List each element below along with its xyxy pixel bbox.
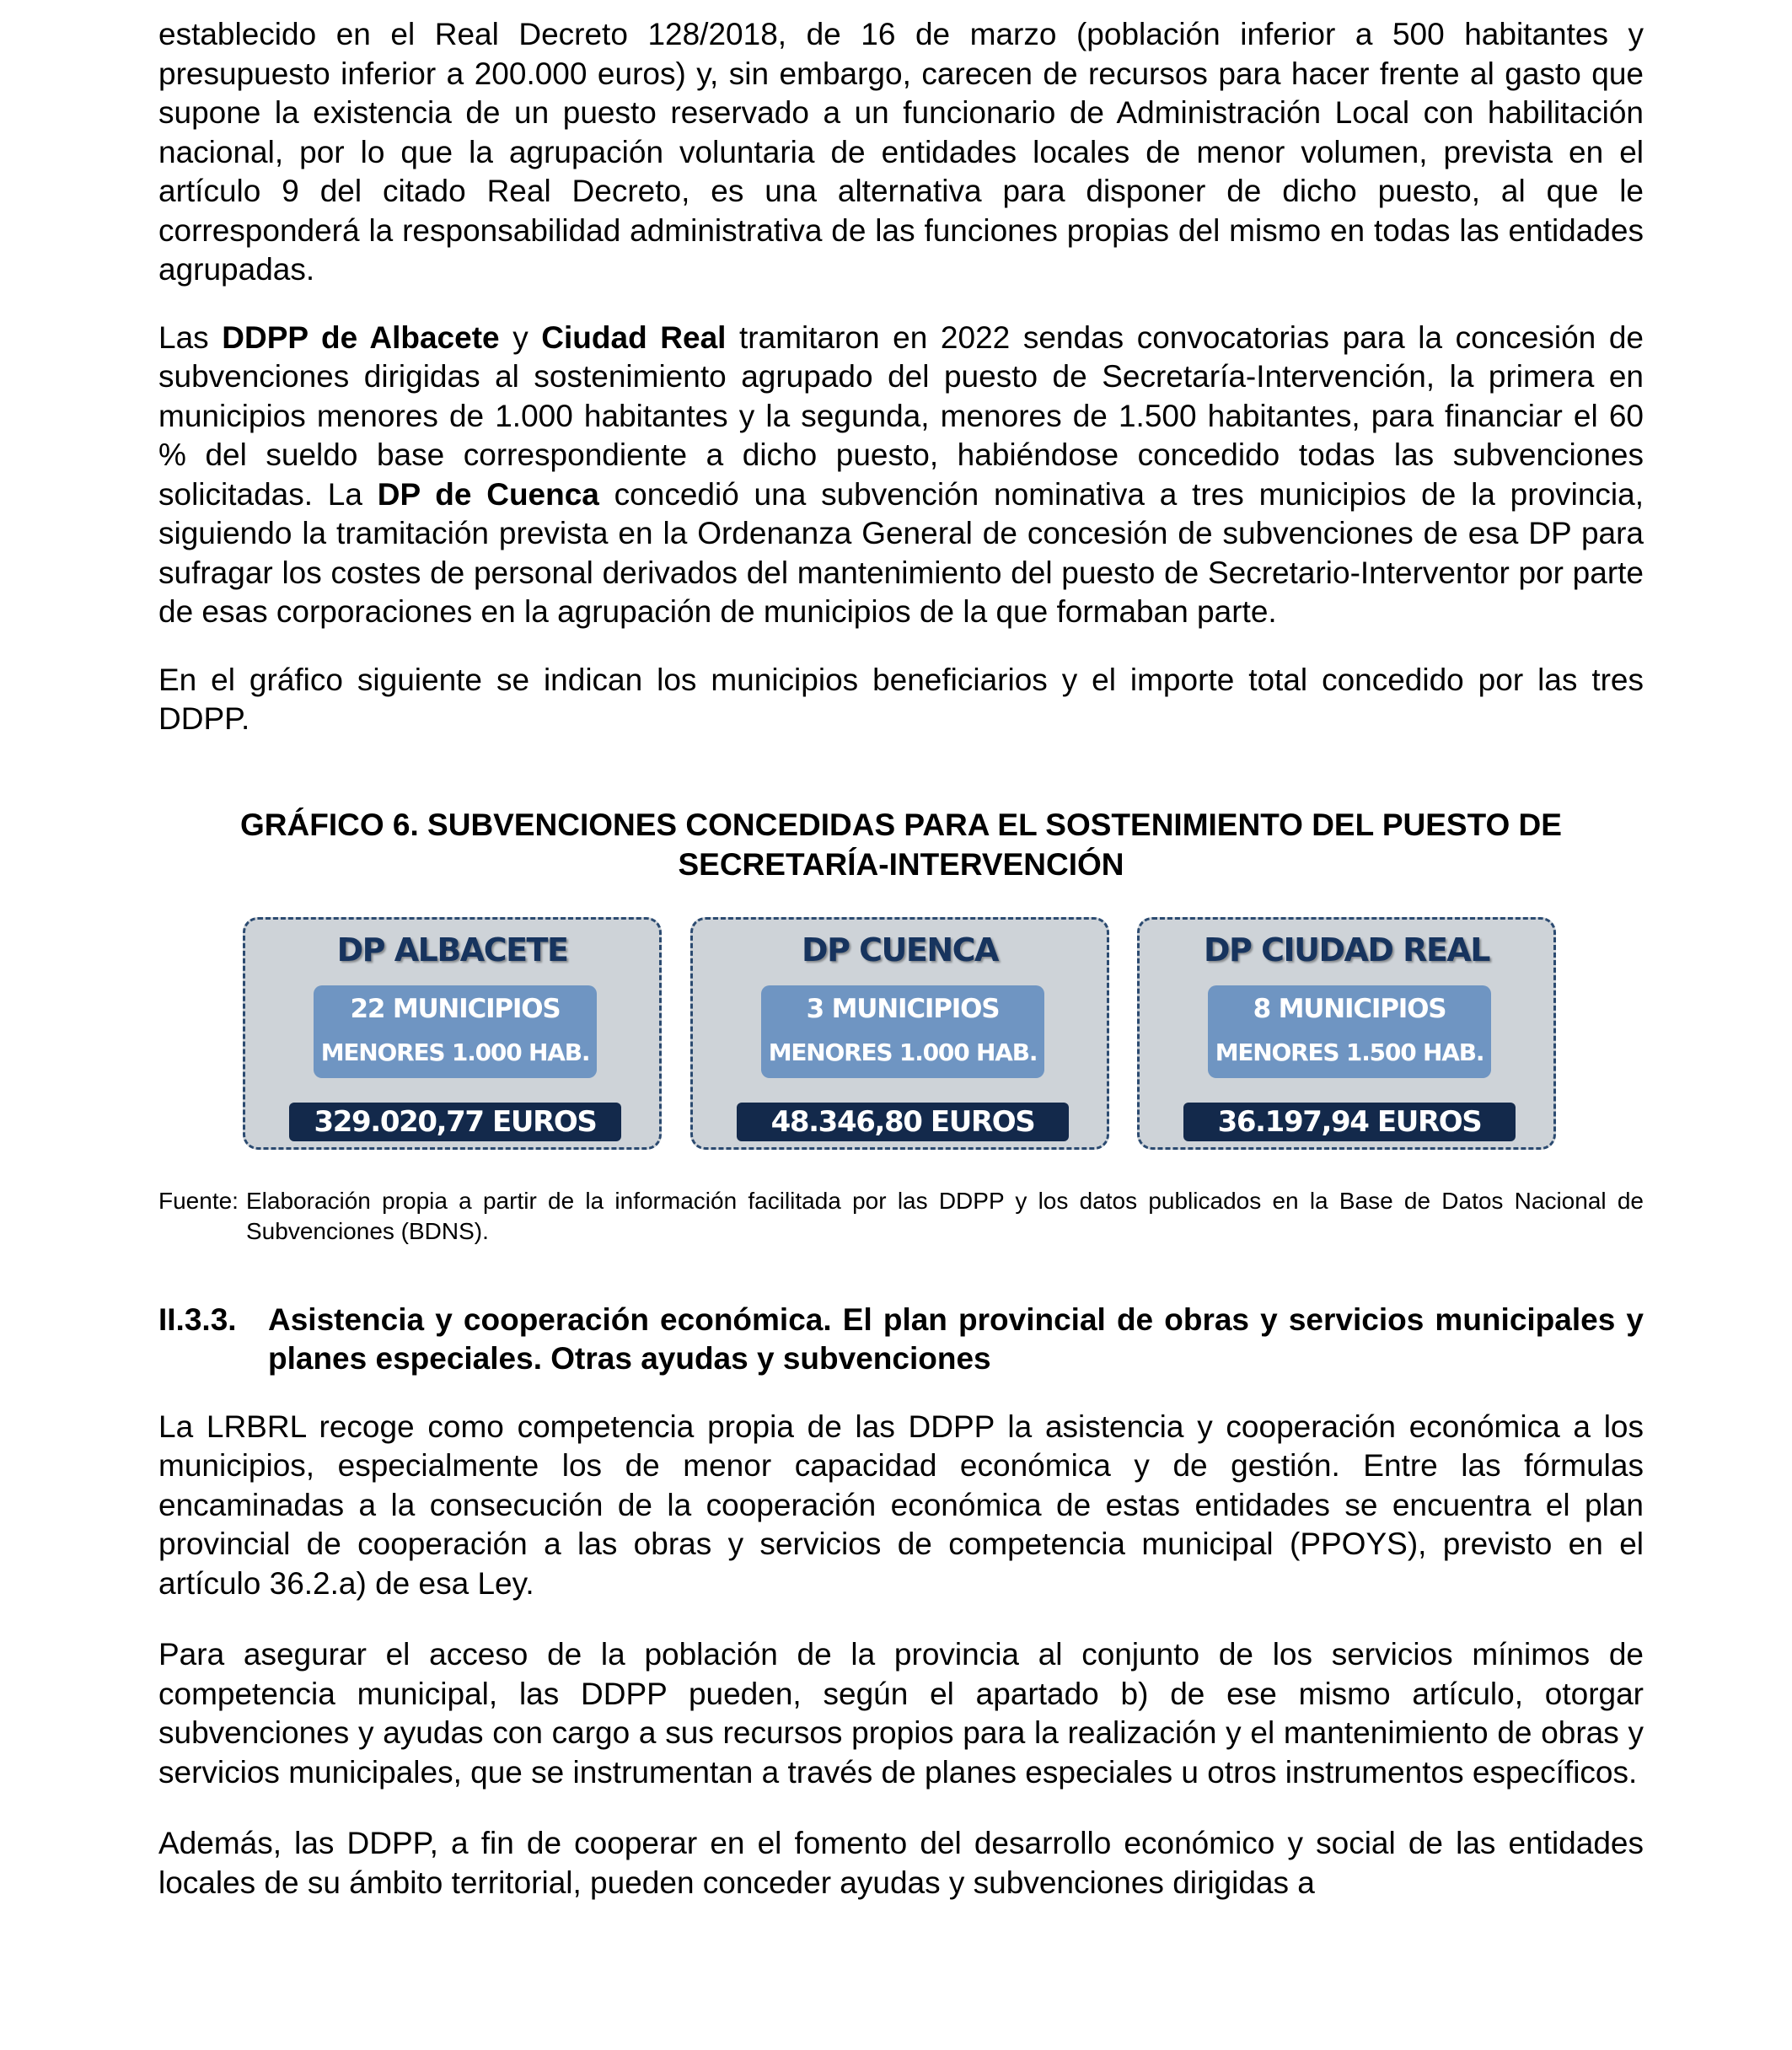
municipios-box: [1208, 985, 1491, 1078]
p2-bold-cuenca: DP de Cuenca: [377, 476, 599, 512]
figure-title: [158, 805, 1644, 884]
municipios-count-line: [1208, 994, 1491, 1024]
panel-dp-ciudad-real: [1137, 917, 1556, 1150]
p2-bold-albacete: DDPP de Albacete: [222, 319, 500, 355]
panel-title: DP CUENCA: [802, 931, 998, 969]
municipios-box: [761, 985, 1044, 1078]
p2-text-2: y: [499, 319, 542, 355]
municipios-word: MUNICIPIOS: [831, 993, 1000, 1024]
amount-box: 48.346,80 EUROS: [737, 1103, 1069, 1141]
panel-title: DP CIUDAD REAL: [1203, 931, 1490, 969]
section-title: Asistencia y cooperación económica. El plan provincial de obras y servicios municipales y planes especiales. Otras ayudas y subvenciones: [268, 1301, 1644, 1376]
paragraph-ademas: Además, las DDPP, a fin de cooperar en el fomento del desarrollo económico y social de las entidades locales de su ámbito territorial, pueden conceder ayudas y subvenciones dirigidas a: [158, 1826, 1644, 1900]
municipios-count: 3: [806, 993, 824, 1024]
paragraph-ddpp-convocatorias: [158, 319, 1644, 632]
panel-dp-cuenca: [690, 917, 1109, 1150]
population-limit: MENORES 1.500 HAB.: [1215, 1038, 1484, 1066]
section-heading: [158, 1301, 1644, 1379]
municipios-count: 8: [1253, 993, 1271, 1024]
paragraph-intro: establecido en el Real Decreto 128/2018, de 16 de marzo (población inferior a 500 habitantes y presupuesto inferior a 200.000 euros) y, sin embargo, carecen de recursos para hacer frente al gasto que supone la existencia de un puesto reservado a un funcionario de Administración Local con habilitación nacional, por lo que la agrupación voluntaria de entidades locales de menor volumen, prevista en el artículo 9 del citado Real Decreto, es una alternativa para disponer de dicho puesto, al que le corresponderá la responsabilidad administrativa de las funciones propias del mismo en todas las entidades agrupadas.: [158, 17, 1644, 287]
municipios-count: 22: [350, 993, 385, 1024]
p2-bold-ciudad-real: Ciudad Real: [541, 319, 727, 355]
amount-box: 329.020,77 EUROS: [289, 1103, 621, 1141]
source-label: Fuente:: [158, 1187, 239, 1214]
paragraph-grafico-intro: En el gráfico siguiente se indican los municipios beneficiarios y el importe total concedido por las tres DDPP.: [158, 662, 1644, 736]
figure-title-line-2: SECRETARÍA-INTERVENCIÓN: [678, 846, 1124, 882]
source-text: Elaboración propia a partir de la información facilitada por las DDPP y los datos publicados en la Base de Datos Nacional de Subvenciones (BDNS).: [246, 1187, 1644, 1244]
figure-panels: [158, 917, 1644, 1162]
p2-text-1: Las: [158, 319, 223, 355]
municipios-count-line: [314, 994, 597, 1024]
figure-source: [158, 1186, 1644, 1247]
panel-title: DP ALBACETE: [336, 931, 568, 969]
municipios-word: MUNICIPIOS: [392, 993, 561, 1024]
panel-dp-albacete: [243, 917, 662, 1150]
municipios-box: [314, 985, 597, 1078]
population-limit: MENORES 1.000 HAB.: [320, 1038, 590, 1066]
municipios-word: MUNICIPIOS: [1278, 993, 1446, 1024]
figure-title-line-1: GRÁFICO 6. SUBVENCIONES CONCEDIDAS PARA EL SOSTENIMIENTO DEL PUESTO DE: [240, 807, 1562, 842]
paragraph-servicios-minimos: Para asegurar el acceso de la población de la provincia al conjunto de los servicios mínimos de competencia municipal, las DDPP pueden, según el apartado b) de ese mismo artículo, otorgar subvenciones y ayudas con cargo a sus recursos propios para la realización y el mantenimiento de obras y servicios municipales, que se instrumentan a través de planes especiales u otros instrumentos específicos.: [158, 1637, 1644, 1790]
section-number: II.3.3.: [158, 1301, 237, 1337]
amount-box: 36.197,94 EUROS: [1183, 1103, 1516, 1141]
paragraph-lrbrl: La LRBRL recoge como competencia propia de las DDPP la asistencia y cooperación económica a los municipios, especialmente los de menor capacidad económica y de gestión. Entre las fórmulas encaminadas a la consecución de la cooperación económica de estas entidades se encuentra el plan provincial de cooperación a las obras y servicios de competencia municipal (PPOYS), previsto en el artículo 36.2.a) de esa Ley.: [158, 1409, 1644, 1601]
p2-text-3: tramitaron en 2022 sendas convocatorias para la concesión de subvenciones dirigidas al sostenimiento agrupado del puesto de Secretaría-Intervención, la primera en municipios menores de 1.000 habitantes y la segunda, menores de 1.500 habitantes, para financiar el 60 % del sueldo base correspondiente a dicho puesto, habiéndose concedido todas las subvenciones solicitadas. La: [158, 319, 1644, 512]
p2-text-4: concedió una subvención nominativa a tres municipios de la provincia, siguiendo la tramitación prevista en la Ordenanza General de concesión de subvenciones de esa DP para sufragar los costes de personal derivados del mantenimiento del puesto de Secretario-Interventor por parte de esas corporaciones en la agrupación de municipios de la que formaban parte.: [158, 476, 1644, 629]
municipios-count-line: [761, 994, 1044, 1024]
document-page: [158, 15, 1644, 1902]
population-limit: MENORES 1.000 HAB.: [768, 1038, 1038, 1066]
